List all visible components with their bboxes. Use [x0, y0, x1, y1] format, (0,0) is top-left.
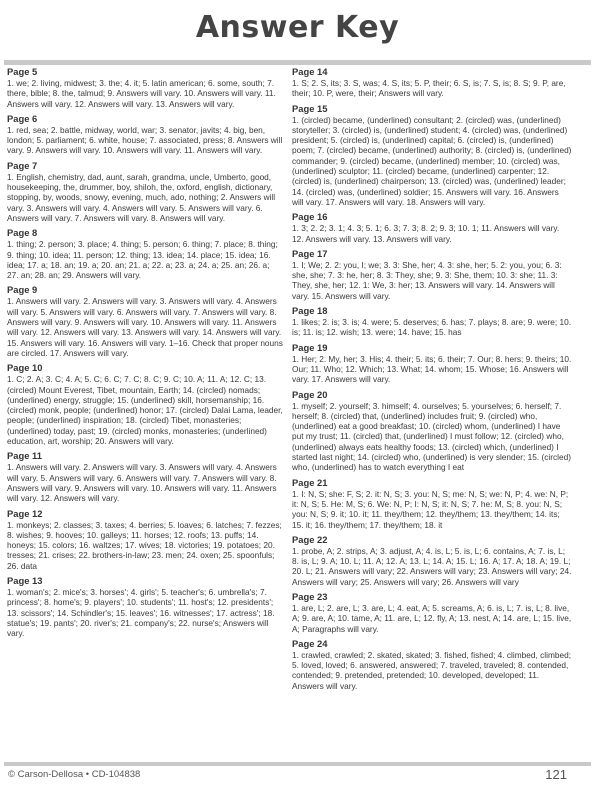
section-answers: 1. are, L; 2. are, L; 3. are, L; 4. eat, A; 5. screams, A; 6. is, L; 7. is, L; 8. live, A; 9. are, A; 10. tame, A; 11. are, L; 12. fly, A; 13. nest, A; 14. are, L; 15. live, A; Paragraphs will vary. — [292, 602, 572, 634]
section-answers: 1. crawled, crawled; 2. skated, skated; 3. fished, fished; 4. climbed, climbed; 5. loved, loved; 6. answered, answered; 7. traveled, traveled; 8. contended, contended; 9. pretended, pretended; 10. developed, developed; 11. Answers will vary. — [292, 649, 572, 691]
section-answers: 1. likes; 2. is; 3. is; 4. were; 5. deserves; 6. has; 7. plays; 8. are; 9. were; 10. is; 11. is; 12. wish; 13. were; 14. have; 15. has — [292, 317, 571, 338]
answer-section — [292, 211, 572, 244]
answer-section — [292, 591, 572, 634]
section-answers: 1. (circled) became, (underlined) consultant; 2. (circled) was, (underlined) storyteller; 3. (circled) is, (underlined) student; 4. (circled) was, (underlined) president; 5. (circled) is, (underlined) capital; 6. (circled) is, (underlined) poem; 7. (circled) became, (underlined) authority; 8. (circled) is, (underlined) commander; 9. (circled) became, (underlined) member; 10. (circled) was, (underlined) sculptor; 11. (circled) became, (underlined) carpenter; 12. (circled) is, (underlined) chairperson; 13. (circled) was, (underlined) leader; 14. (circled) was, (underlined) soldier; 15. Answers will vary. 16. Answers will vary. 17. Answers will vary. 18. Answers will vary. — [292, 114, 572, 207]
page-title: Answer Key — [195, 10, 400, 45]
answer-section — [292, 305, 572, 338]
section-answers: 1. woman's; 2. mice's; 3. horses'; 4. girls'; 5. teacher's; 6. umbrella's; 7. princess'; 8. home's; 9. players'; 10. students'; 11. host's; 12. presidents'; 13. scissors'; 14. Schindler's; 15. leaves'; 16. witnesses'; 17. actress'; 18. statue's; 19. pants'; 20. river's; 21. company's; 22. nurse's; Answers will vary. — [7, 586, 275, 639]
answer-section — [7, 508, 283, 571]
section-title: Page 21 — [292, 476, 328, 488]
section-answers: 1. Answers will vary. 2. Answers will vary. 3. Answers will vary. 4. Answers will vary. 5. Answers will vary. 6. Answers will vary. 7. Answers will vary. 8. Answers will vary. 9. Answers will vary. 10. Answers will vary. 11. Answers will vary. 12. Answers will vary. — [7, 462, 277, 504]
section-title: Page 19 — [292, 341, 328, 353]
section-title: Page 12 — [7, 507, 43, 519]
answer-section — [292, 66, 572, 99]
answer-section — [7, 66, 283, 109]
section-answers: 1. red, sea; 2. battle, midway, world, war; 3. senator, javits; 4. big, ben, london; 5. parliament; 6. white, house; 7. associated, press; 8. Answers will vary. 9. Answers will vary. 10. Answers will vary. 11. Answers will vary. — [7, 124, 283, 156]
section-answers: 1. Her; 2. My, her; 3. His; 4. their; 5. its; 6. their; 7. Our; 8. hers; 9. theirs; 10. Our; 11. Who; 12. Which; 13. What; 14. whom; 15. Whose; 16. Answers will vary. 17. Answers will vary. — [292, 353, 572, 385]
section-answers: 1. 3; 2. 2; 3. 1; 4. 3; 5. 1; 6. 3; 7. 3; 8. 2; 9. 3; 10. 1; 11. Answers will vary. 12. Answers will vary. 13. Answers will vary. — [292, 223, 560, 244]
section-title: Page 24 — [292, 637, 328, 649]
section-title: Page 22 — [292, 533, 328, 545]
section-answers: 1. I; We; 2. 2: you, I; we; 3. 3: She, her; 4. 3: she, her; 5. 2: you, you; 6. 3: she, she; 7. 3: he, her; 8. 3: They, she; 9. 3: She, them; 10. 3: she; 11. 3: They, she, her; 12. 1: We, 3: her; 13. Answers will vary. 14. Answers will vary. 15. Answers will vary. — [292, 259, 562, 301]
section-title: Page 11 — [7, 450, 42, 462]
section-title: Page 14 — [292, 66, 328, 77]
section-title: Page 8 — [7, 227, 38, 239]
section-answers: 1. we; 2. living, midwest; 3. the; 4. it; 5. latin american; 6. some, south; 7. there, bible; 8. the, talmud; 9. Answers will vary. 10. Answers will vary. 11. Answers will vary. 12. Answers will vary. 13. Answers will vary. — [7, 78, 276, 109]
section-answers: 1. S; 2. S, its; 3. S, was; 4. S, its; 5. P, their; 6. S, is; 7. S, is; 8. S; 9. P, are, their; 10. P, were, their; Answers will vary. — [292, 78, 566, 99]
section-answers: 1. thing; 2. person; 3. place; 4. thing; 5. person; 6. thing; 7. place; 8. thing; 9. thing; 10. idea; 11. person; 12. thing; 13. idea; 14. place; 15. idea; 16. idea; 17. a; 18. an; 19. a; 20. an; 21. a; 22. a; 23. a; 24. a; 25. an; 26. a; 27. an; 28. an; 29. Answers will vary. — [7, 239, 278, 281]
section-title: Page 9 — [7, 284, 38, 296]
top-divider — [4, 60, 591, 65]
section-title: Page 23 — [292, 590, 328, 602]
section-answers: 1. C; 2. A; 3. C; 4. A; 5. C; 6. C; 7. C; 8. C; 9. C; 10. A; 11. A; 12. C; 13. (circled) Mount Everest, Tibet, mountain, Earth; 14. (circled) nomads; (underlined) energy, struggle; 15. (underlined) skill, horsemanship; 16. (circled) monk, people; (underlined) honor; 17. (circled) Dalai Lama, leader, people; (underlined) inspiration; 18. (circled) Tibet, monasteries; (underlined) today, past; 19. (circled) monks, monasteries; (underlined) education, art, worship; 20. Answers will vary. — [7, 374, 283, 447]
answer-section — [292, 638, 572, 691]
answer-section — [7, 227, 283, 280]
answer-section — [292, 103, 572, 208]
footer-publisher: © Carson-Dellosa • CD-104838 — [8, 769, 141, 780]
section-title: Page 18 — [292, 305, 328, 317]
right-column — [292, 66, 572, 756]
answer-section — [7, 284, 283, 358]
answer-section — [7, 362, 283, 446]
answer-section — [7, 450, 283, 503]
bottom-divider — [4, 762, 591, 766]
answer-section — [292, 342, 572, 385]
answer-section — [292, 534, 572, 587]
section-title: Page 15 — [292, 102, 328, 114]
section-title: Page 20 — [292, 388, 328, 400]
section-answers: 1. I: N, S; she: F, S; 2. it: N, S; 3. you: N, S; me: N, S; we: N, P; 4. we: N, P; it: N, S; 5. He: M, S; 6. We: N, P; I: N, S; it: N, S; 7. he: M, S; 8. you: N, S; you: N, S; 9. it; 10. it; 11. they/them; 12. they/them; 13. they/them; 14. its; 15. it; 16. they/them; 17. they/them; 18. it — [292, 488, 569, 530]
answer-section — [7, 575, 283, 638]
section-title: Page 5 — [7, 66, 38, 77]
section-answers: 1. myself; 2. yourself; 3. himself; 4. ourselves; 5. yourselves; 6. herself; 7. herself; 8. (circled) that, (underlined) includes fruit; 9. (circled) who, (underlined) eat a good breakfast; 10. (circled) whom, (underlined) I have put my trust; 11. (circled) that, (underlined) I must follow; 12. (circled) who, (underlined) always eats healthy foods; 13. (circled) which, (underlined) I started last night; 14. (circled) who, (underlined) is very slender; 15. (circled) who, (underlined) has to watch everything I eat — [292, 400, 571, 473]
section-answers: 1. English, chemistry, dad, aunt, sarah, grandma, uncle, Umberto, good, housekeeping, the, drummer, boy, shiloh, the, oxford, english, dictionary, stopping, by, woods, snowy, evening, much, ado, nothing; 2. Answers will vary. 3. Answers will vary. 4. Answers will vary. 5. Answers will vary. 6. Answers will vary. 7. Answers will vary. 8. Answers will vary. — [7, 171, 276, 223]
section-title: Page 17 — [292, 247, 328, 259]
answer-section — [292, 248, 572, 301]
section-answers: 1. Answers will vary. 2. Answers will vary. 3. Answers will vary. 4. Answers will vary. 5. Answers will vary. 6. Answers will vary. 7. Answers will vary. 8. Answers will vary. 9. Answers will vary. 10. Answers will vary. 11. Answers will vary. 12. Answers will vary. 13. Answers will vary. 14. Answers will vary. 15. Answers will vary. 16. Answers will vary. 1–16. Check that proper nouns are circled. 17. Answers will vary. — [7, 296, 283, 358]
section-title: Page 10 — [7, 362, 43, 374]
footer-page-number: 121 — [545, 767, 567, 782]
section-title: Page 6 — [7, 112, 38, 124]
section-title: Page 16 — [292, 211, 328, 223]
answer-section — [7, 160, 283, 223]
section-answers: 1. probe, A; 2. strips, A; 3. adjust, A; 4. is, L; 5. is, L; 6. contains, A; 7. is, L; 8. is, L; 9. A; 10. L; 11. A; 12. A; 13. L; 14. A; 15. L; 16. A; 17. A; 18. A; 19. L; 20. L; 21. Answers will vary; 22. Answers will vary; 23. Answers will vary; 24. Answers will vary; 25. Answers will vary; 26. Answers will vary — [292, 545, 572, 587]
left-column — [7, 66, 283, 756]
answer-section — [292, 389, 572, 473]
section-answers: 1. monkeys; 2. classes; 3. taxes; 4. berries; 5. loaves; 6. latches; 7. fezzes; 8. wishes; 9. hooves; 10. galleys; 11. horses; 12. roofs; 13. puffs; 14. honeys; 15. colors; 16. waltzes; 17. wives; 18. victories; 19. potatoes; 20. tresses; 21. crises; 22. brothers-in-law; 23. men; 24. oxen; 25. spoonfuls; 26. data — [7, 519, 282, 571]
section-title: Page 7 — [7, 159, 38, 171]
section-title: Page 13 — [7, 574, 43, 586]
answer-section — [7, 113, 283, 156]
answer-section — [292, 477, 572, 530]
